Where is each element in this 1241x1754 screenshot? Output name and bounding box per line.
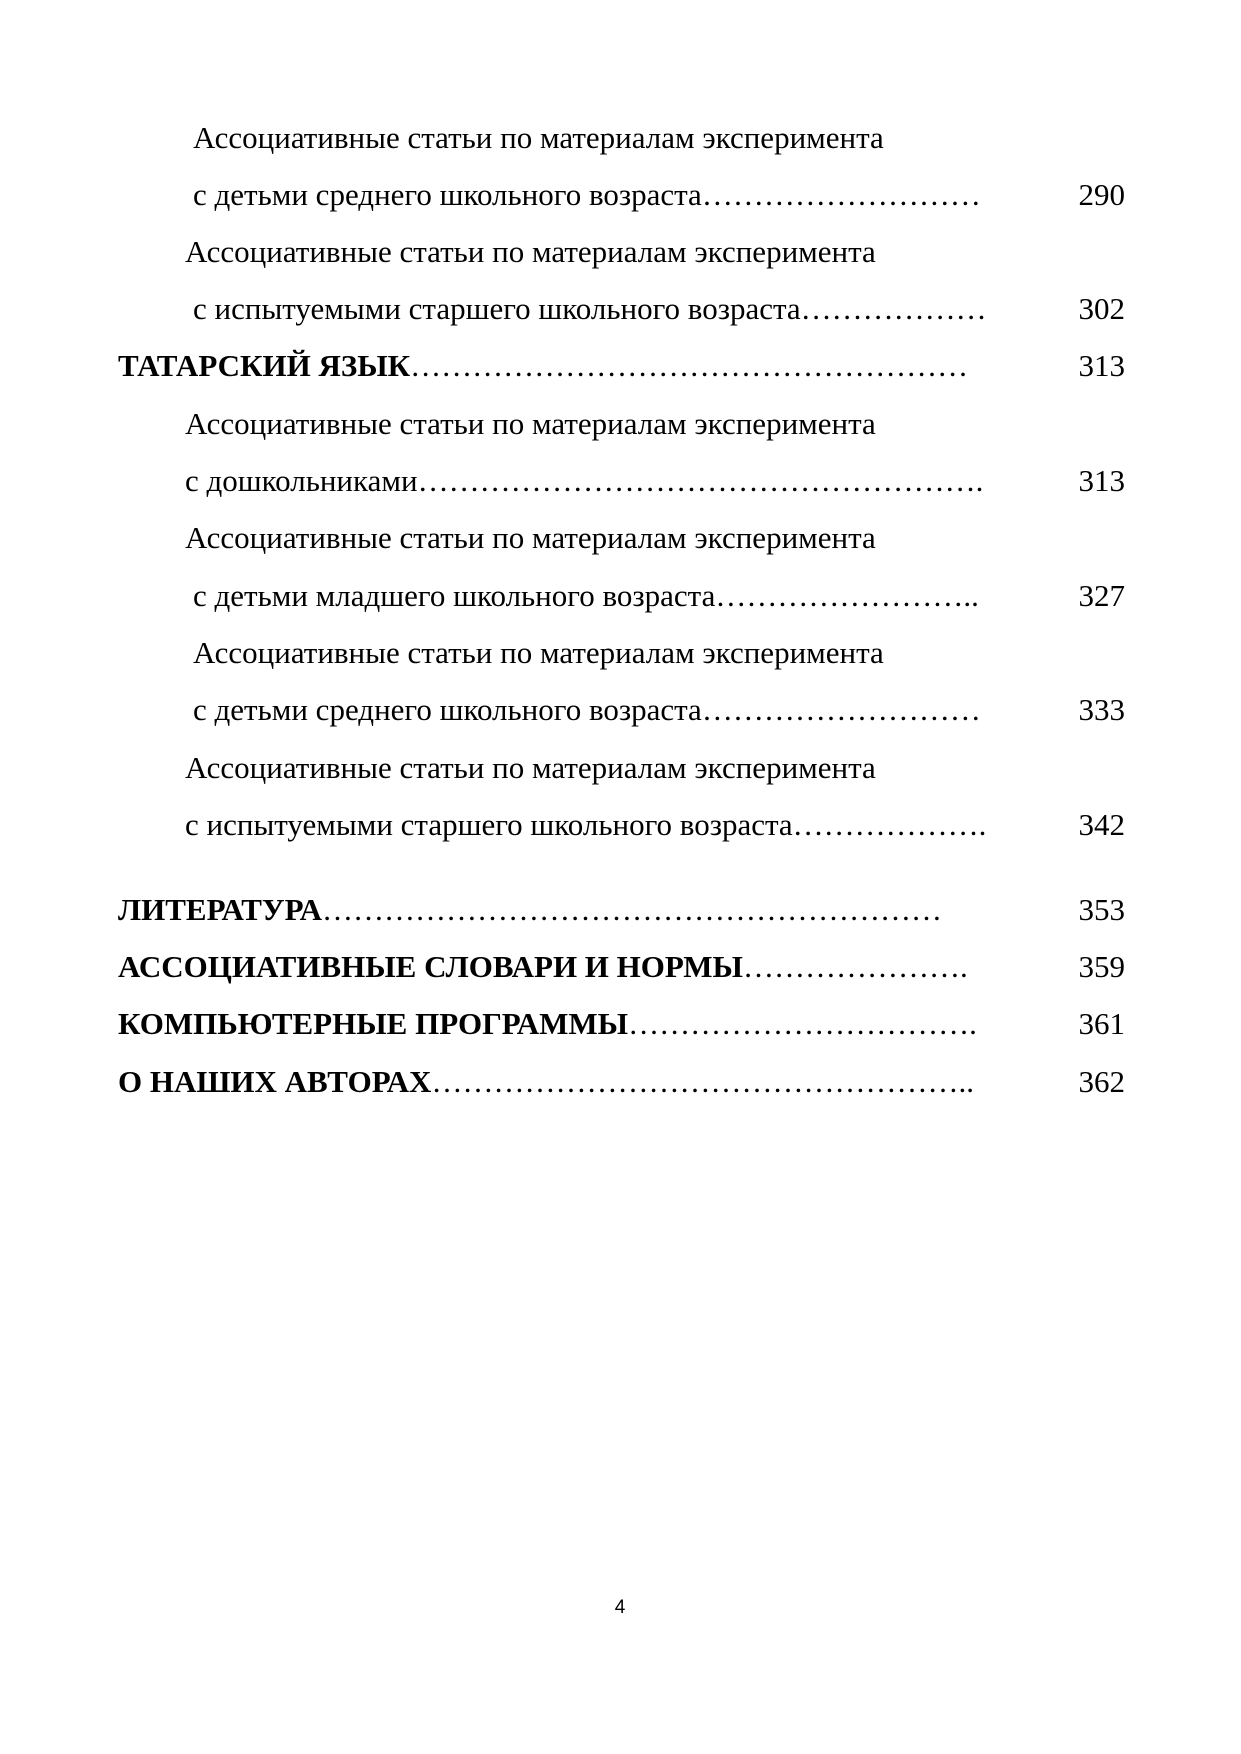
toc-entry-title: Ассоциативные статьи по материалам эксперимента [193, 635, 884, 670]
toc-heading-label: АССОЦИАТИВНЫЕ СЛОВАРИ И НОРМЫ [118, 949, 743, 984]
toc-entry-title: Ассоциативные статьи по материалам эксперимента [185, 234, 876, 269]
toc-leader-dots: ……………………………. [628, 1006, 977, 1041]
toc-entry-subtitle: с дошкольниками………………………………………………. [185, 463, 984, 498]
toc-leader-dots: …………………………………………………… [321, 892, 942, 927]
page-number: 4 [614, 1597, 626, 1618]
toc-page-number: 359 [1078, 949, 1125, 984]
toc-page-number: 361 [1078, 1006, 1125, 1041]
toc-entry-title: Ассоциативные статьи по материалам эксперимента [185, 750, 876, 785]
toc-entry-subtitle: с детьми младшего школьного возраста…………………….. [193, 578, 979, 613]
toc-leader-dots: …………………. [742, 949, 968, 984]
toc-heading [118, 1004, 977, 1044]
toc-entry-title: Ассоциативные статьи по материалам эксперимента [193, 120, 884, 155]
toc-entry-subtitle: с испытуемыми старшего школьного возраста……………… [193, 291, 987, 326]
toc-heading-label: ЛИТЕРАТУРА [118, 892, 322, 927]
toc-page-number: 353 [1078, 892, 1125, 927]
toc-leader-dots: ……………………………………………… [410, 348, 969, 383]
toc-entry-subtitle: с детьми среднего школьного возраста……………………… [193, 177, 981, 212]
toc-heading [118, 947, 968, 987]
toc-heading [118, 890, 942, 930]
toc-page-number: 302 [1078, 291, 1125, 326]
toc-page-number: 313 [1078, 463, 1125, 498]
toc-page-number: 362 [1078, 1064, 1125, 1099]
toc-heading-label: ТАТАРСКИЙ ЯЗЫК [118, 348, 411, 383]
toc-entry-subtitle: с испытуемыми старшего школьного возраста………………. [185, 807, 987, 842]
toc-heading-label: О НАШИХ АВТОРАХ [118, 1064, 432, 1099]
toc-heading [118, 346, 968, 386]
toc-leader-dots: …………………………………………….. [431, 1064, 974, 1099]
toc-heading-label: КОМПЬЮТЕРНЫЕ ПРОГРАММЫ [118, 1006, 629, 1041]
toc-heading [118, 1062, 974, 1102]
toc-page-number: 313 [1078, 348, 1125, 383]
toc-entry-title: Ассоциативные статьи по материалам эксперимента [185, 406, 876, 441]
toc-entry-subtitle: с детьми среднего школьного возраста……………………… [193, 692, 981, 727]
toc-page-number: 342 [1078, 807, 1125, 842]
toc-entry-title: Ассоциативные статьи по материалам эксперимента [185, 520, 876, 555]
toc-page-number: 333 [1078, 692, 1125, 727]
toc-page-number: 327 [1078, 578, 1125, 613]
toc-page-number: 290 [1078, 177, 1125, 212]
